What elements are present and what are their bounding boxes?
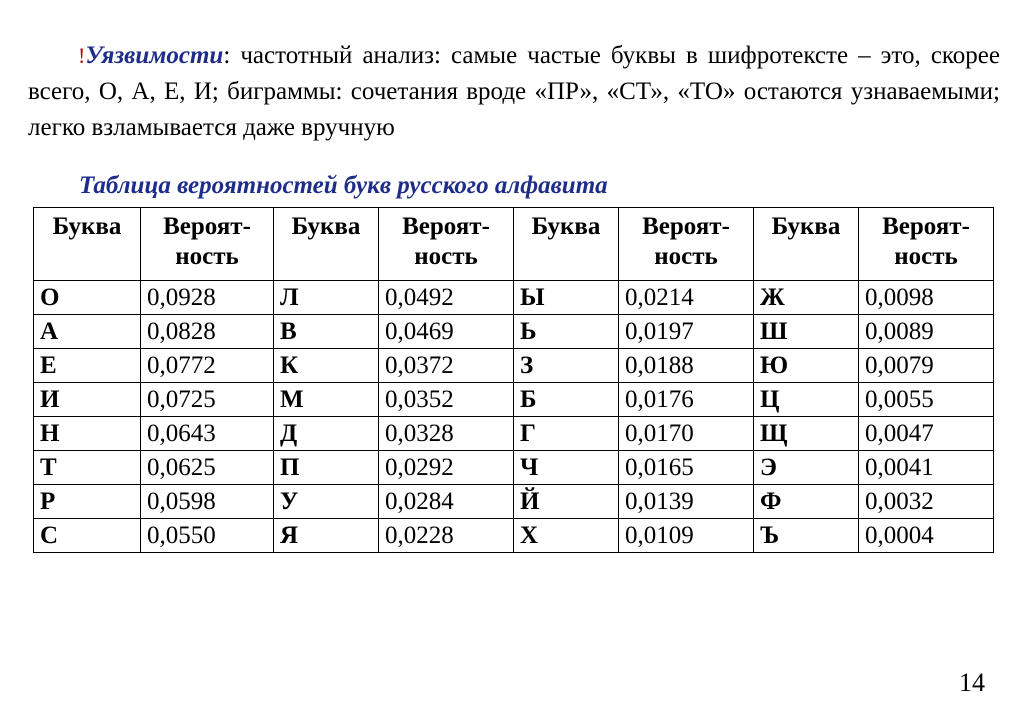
probability-cell: 0,0550 [141,519,274,553]
probability-cell: 0,0176 [619,383,754,417]
letter-cell: Д [274,417,379,451]
letter-cell: Ь [514,315,619,349]
letter-cell: Р [34,485,141,519]
probability-cell: 0,0165 [619,451,754,485]
probability-cell: 0,0109 [619,519,754,553]
probability-cell: 0,0098 [859,281,994,315]
probability-cell: 0,0469 [379,315,514,349]
column-header: Буква [754,208,859,281]
letter-cell: Щ [754,417,859,451]
letter-cell: У [274,485,379,519]
letter-cell: Н [34,417,141,451]
probability-cell: 0,0089 [859,315,994,349]
probability-cell: 0,0828 [141,315,274,349]
letter-cell: Ъ [754,519,859,553]
table-row [34,417,994,451]
probability-cell: 0,0139 [619,485,754,519]
letter-cell: Т [34,451,141,485]
probability-cell: 0,0772 [141,349,274,383]
bullet-marker: ! [78,43,86,68]
probability-cell: 0,0928 [141,281,274,315]
probability-cell: 0,0328 [379,417,514,451]
probability-cell: 0,0004 [859,519,994,553]
column-header: Буква [34,208,141,281]
probability-cell: 0,0352 [379,383,514,417]
table-row [34,315,994,349]
letter-cell: К [274,349,379,383]
probability-cell: 0,0197 [619,315,754,349]
letter-cell: Л [274,281,379,315]
column-header: Вероят-ность [619,208,754,281]
letter-cell: М [274,383,379,417]
table-header-row [34,208,994,281]
probability-cell: 0,0055 [859,383,994,417]
letter-cell: Ы [514,281,619,315]
probability-cell: 0,0643 [141,417,274,451]
table-row [34,519,994,553]
probability-cell: 0,0032 [859,485,994,519]
probability-cell: 0,0292 [379,451,514,485]
letter-cell: Х [514,519,619,553]
letter-cell: Е [34,349,141,383]
column-header: Буква [274,208,379,281]
probability-cell: 0,0372 [379,349,514,383]
column-header: Вероят-ность [141,208,274,281]
letter-cell: Б [514,383,619,417]
probability-cell: 0,0041 [859,451,994,485]
letter-cell: Ю [754,349,859,383]
letter-cell: Ш [754,315,859,349]
table-caption: Таблица вероятностей букв русского алфавита [79,172,608,199]
probability-cell: 0,0725 [141,383,274,417]
letter-cell: Ж [754,281,859,315]
letter-cell: З [514,349,619,383]
probability-cell: 0,0598 [141,485,274,519]
letter-cell: П [274,451,379,485]
table-row [34,281,994,315]
probability-cell: 0,0188 [619,349,754,383]
probability-cell: 0,0170 [619,417,754,451]
letter-cell: Й [514,485,619,519]
probability-cell: 0,0214 [619,281,754,315]
letter-cell: Г [514,417,619,451]
letter-cell: Ц [754,383,859,417]
page-number: 14 [959,668,985,697]
table-row [34,485,994,519]
probability-cell: 0,0284 [379,485,514,519]
intro-paragraph [28,38,1000,146]
probability-cell: 0,0625 [141,451,274,485]
letter-cell: В [274,315,379,349]
letter-frequency-table [33,207,994,553]
column-header: Вероят-ность [379,208,514,281]
intro-text: : частотный анализ: самые частые буквы в шифротексте – это, скорее всего, О, А, Е, И; биграммы: сочетания вроде «ПР», «СТ», «ТО» остаются узнаваемыми; легко взламывается даже вручную [28,42,1000,141]
probability-cell: 0,0047 [859,417,994,451]
probability-cell: 0,0228 [379,519,514,553]
letter-cell: Ф [754,485,859,519]
column-header: Вероят-ность [859,208,994,281]
letter-cell: А [34,315,141,349]
letter-cell: И [34,383,141,417]
letter-cell: О [34,281,141,315]
probability-cell: 0,0079 [859,349,994,383]
table-row [34,383,994,417]
letter-cell: Я [274,519,379,553]
column-header: Буква [514,208,619,281]
vulnerabilities-term: Уязвимости [85,42,224,69]
probability-cell: 0,0492 [379,281,514,315]
table-row [34,451,994,485]
table-row [34,349,994,383]
letter-cell: Ч [514,451,619,485]
letter-cell: С [34,519,141,553]
letter-cell: Э [754,451,859,485]
